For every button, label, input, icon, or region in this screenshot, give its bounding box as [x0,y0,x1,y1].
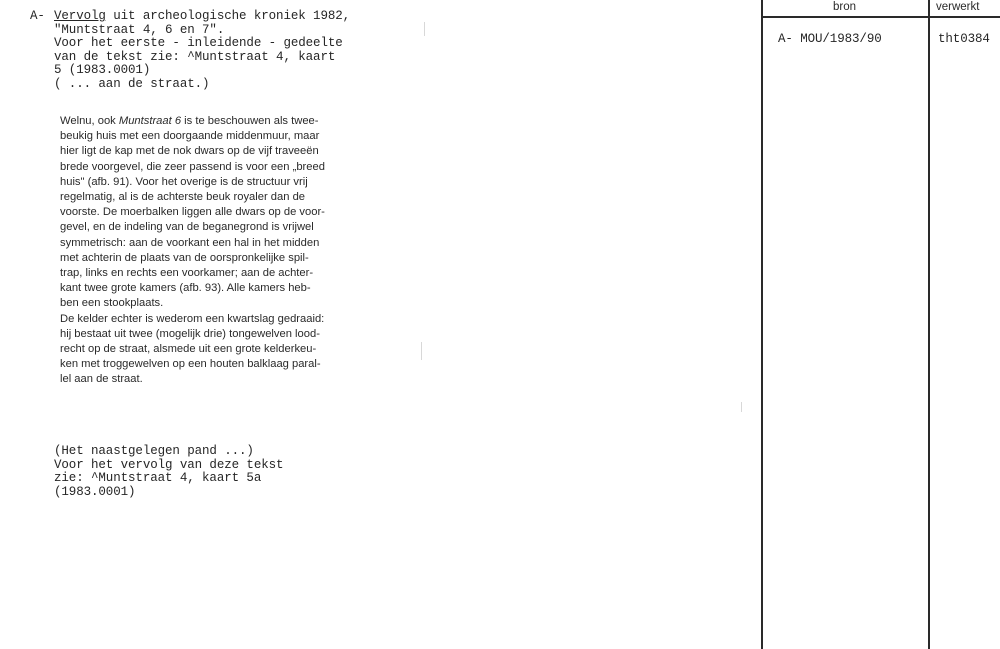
header-line-1 [54,10,350,24]
paragraph-lead-italic: Muntstraat 6 [118,115,182,127]
printed-paragraph [60,114,354,388]
paragraph-line: De kelder echter is wederom een kwartslag gedraaid: [60,312,325,325]
paragraph-line: voorste. De moerbalken liggen alle dwars op de voor- [60,206,325,219]
header-line: "Muntstraat 4, 6 en 7". [54,22,225,37]
paragraph-line: huis" (afb. 91). Voor het overige is de structuur vrij [60,175,308,188]
paragraph-line: trap, links en rechts een voorkamer; aan de achter- [60,267,314,280]
paragraph-line [60,114,354,129]
paragraph-lead-rest: is te beschouwen als twee- [181,115,319,127]
cell-verwerkt: tht0384 [938,32,990,46]
footer-line: (1983.0001) [54,484,136,499]
footer-block [54,445,283,499]
table-header-rule [761,16,1000,18]
paragraph-line: recht op de straat, alsmede uit een grote kelderkeu- [60,343,317,356]
paragraph-line: kant twee grote kamers (afb. 93). Alle kamers heb- [60,282,311,295]
header-line-1-rest: uit archeologische kroniek 1982, [105,9,351,23]
table-rule-middle [928,0,930,649]
cell-bron: A- MOU/1983/90 [778,32,882,46]
paragraph-line: ken met troggewelven op een houten balklaag paral- [60,358,321,371]
header-line: 5 (1983.0001) [54,63,151,77]
header-line: Voor het eerste - inleidende - gedeelte [54,36,343,50]
table-rule-left [761,0,763,649]
paragraph-line: lel aan de straat. [60,373,143,386]
paragraph-line: ben een stookplaats. [60,297,164,310]
header-line: van de tekst zie: ^Muntstraat 4, kaart [54,49,336,64]
scan-speck [421,342,422,360]
underlined-word: Vervolg [54,9,106,23]
paragraph-line: met achterin de plaats van de oorspronkelijke spil- [60,251,309,264]
header-line: ( ... aan de straat.) [54,76,210,91]
header-text [54,10,350,91]
footer-line: (Het naastgelegen pand ...) [54,444,254,458]
paragraph-line: brede voorgevel, die zeer passend is voor een „breed [60,160,325,173]
column-header-bron: bron [833,1,857,13]
header-prefix: A- [30,9,45,23]
paragraph-line: symmetrisch: aan de voorkant een hal in het midden [60,236,320,249]
scan-speck [424,22,425,36]
column-header-verwerkt: verwerkt [936,1,980,13]
paragraph-line: gevel, en de indeling van de beganegrond is vrijwel [60,221,314,234]
footer-line: zie: ^Muntstraat 4, kaart 5a [54,471,262,485]
paragraph-line: hij bestaat uit twee (mogelijk drie) tongewelven lood- [60,327,320,340]
paragraph-line: regelmatig, al is de achterste beuk royaler dan de [60,191,306,204]
footer-line: Voor het vervolg van deze tekst [54,457,284,472]
paragraph-line: hier ligt de kap met de nok dwars op de vijf traveeën [60,145,319,158]
paragraph-lead: Welnu, ook [60,115,119,127]
paragraph-line: beukig huis met een doorgaande middenmuur, maar [60,130,320,143]
scan-speck [741,402,742,412]
